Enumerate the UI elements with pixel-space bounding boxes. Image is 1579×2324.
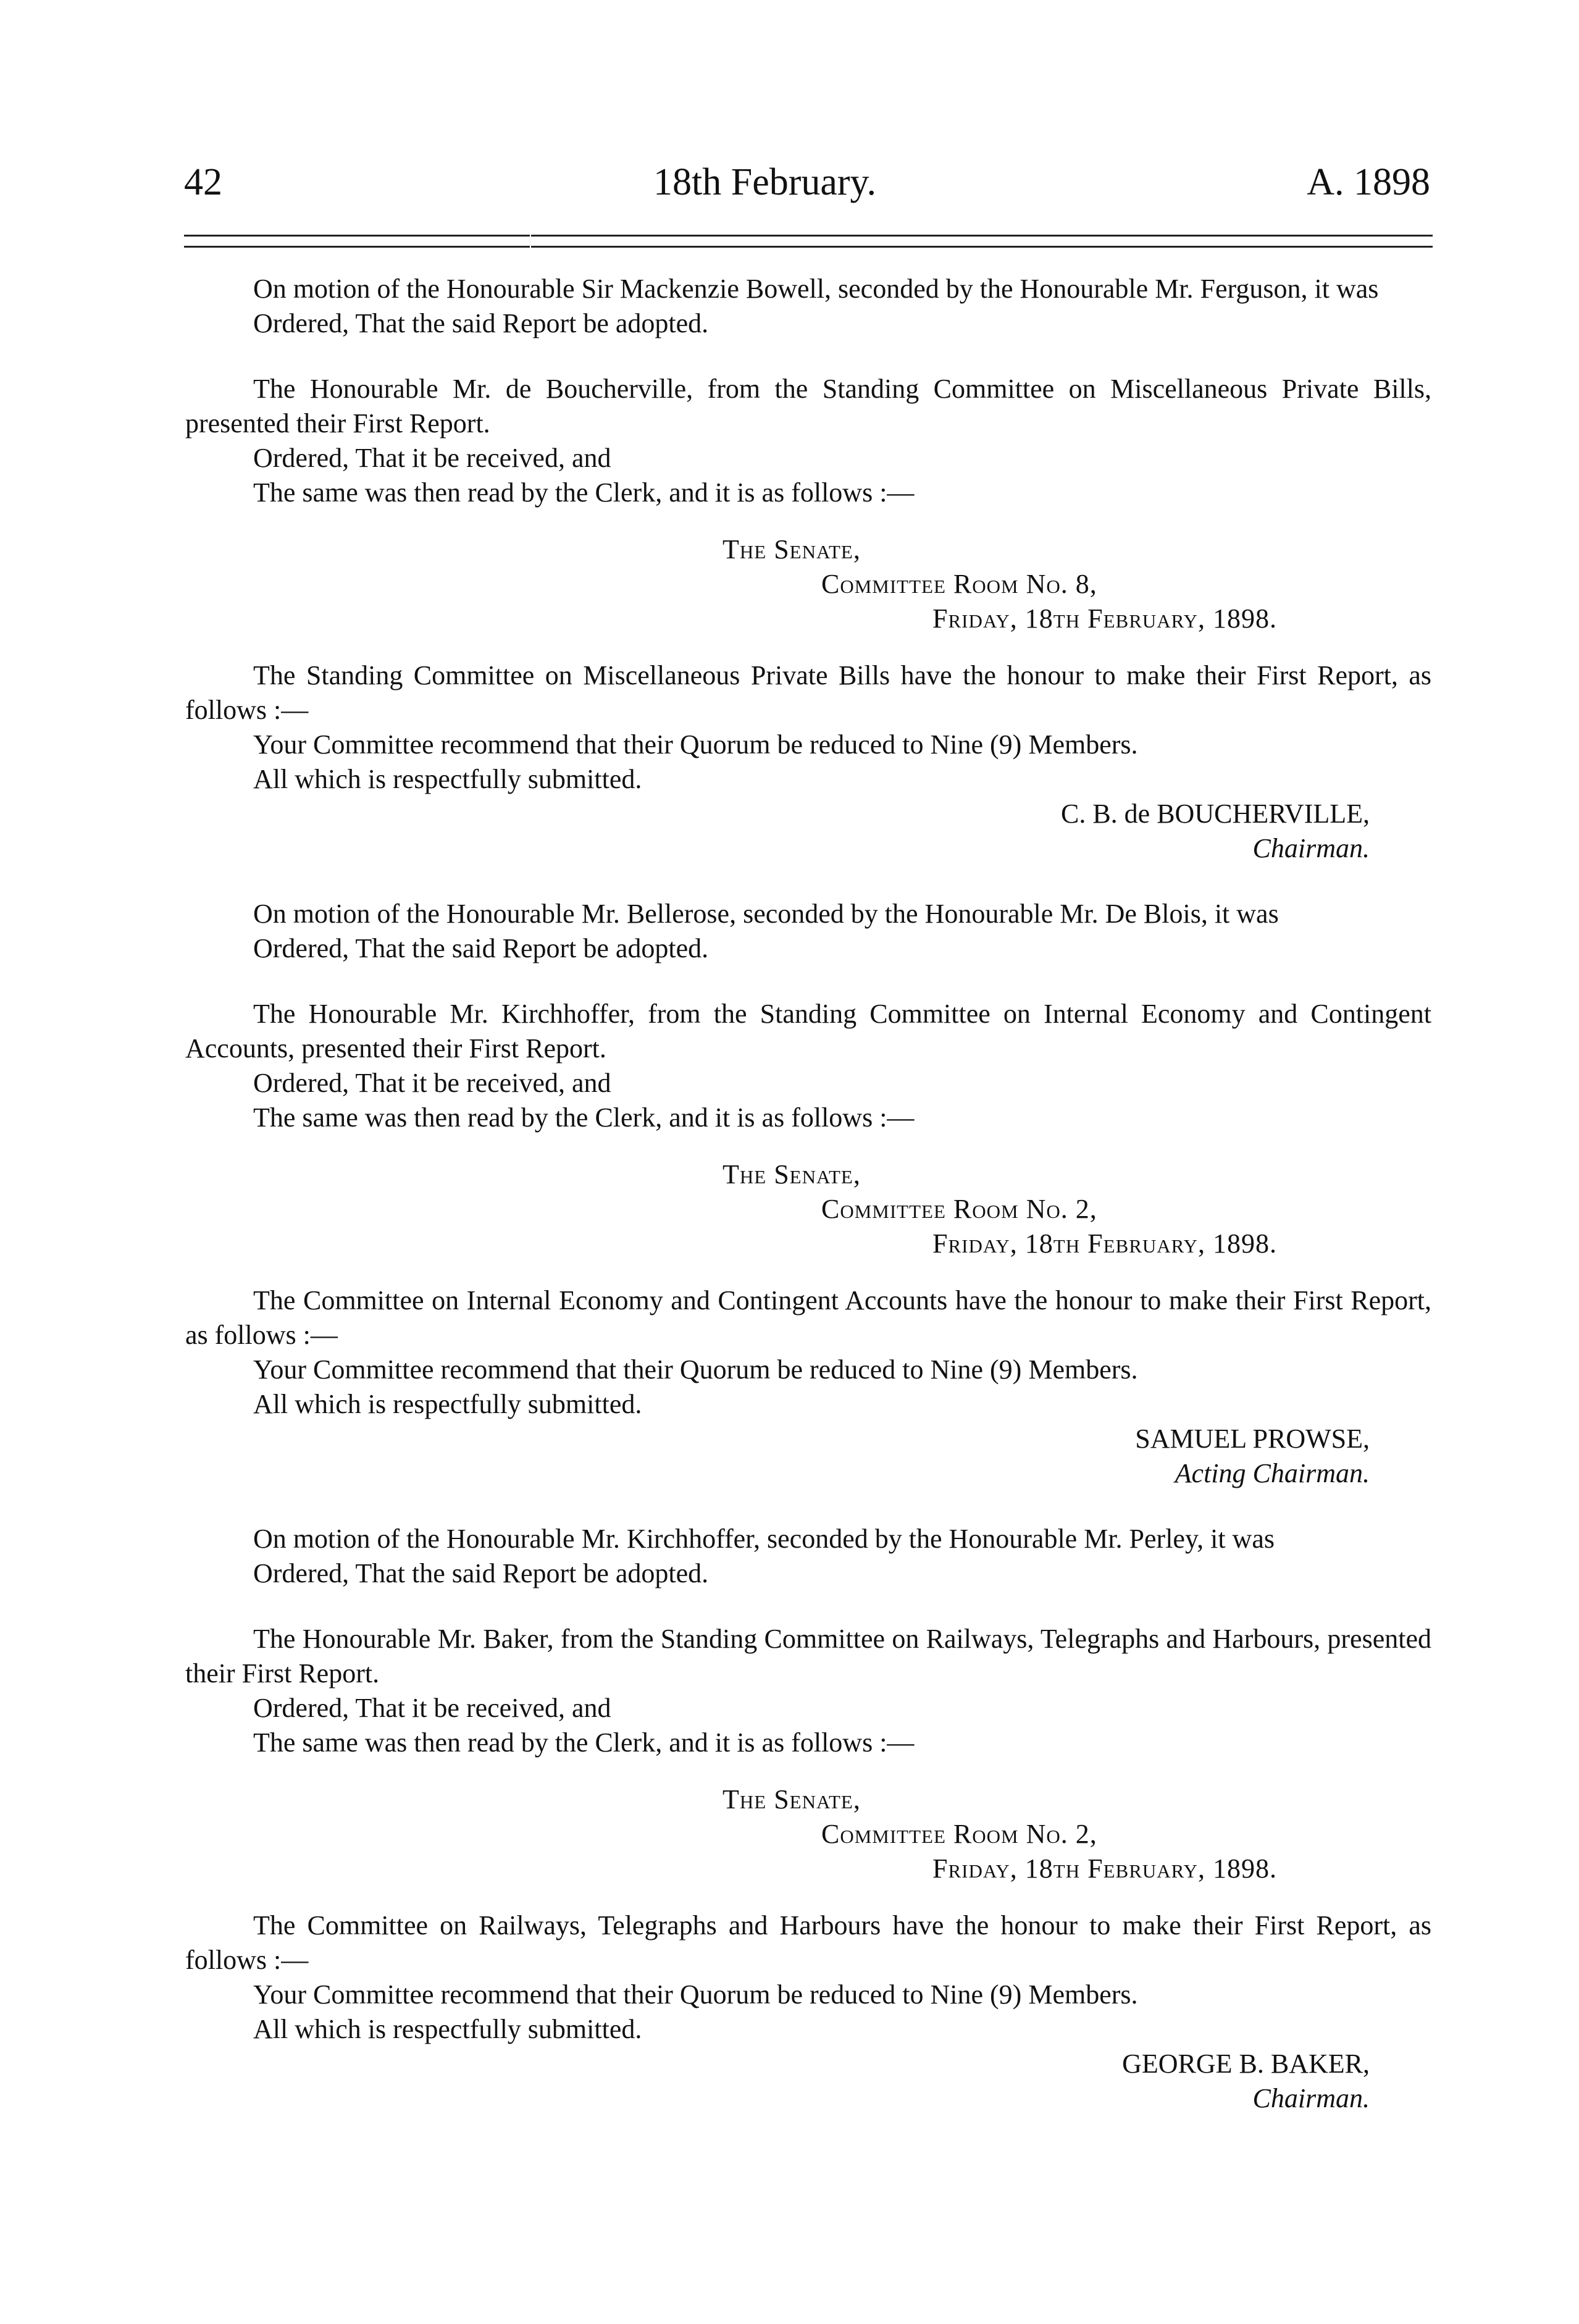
- page-header: [184, 154, 1430, 210]
- motion-paragraph: On motion of the Honourable Mr. Bellerose, seconded by the Honourable Mr. De Blois, it was: [253, 899, 1279, 929]
- report-text: The Committee on Internal Economy and Contingent Accounts have the honour to make their First Report, as follows :—: [185, 1285, 1431, 1350]
- ordered-line: Ordered, That it be received, and: [253, 443, 611, 473]
- recommendation-line: Your Committee recommend that their Quorum be reduced to Nine (9) Members.: [253, 1979, 1138, 2010]
- submitted-line: All which is respectfully submitted.: [253, 764, 642, 794]
- ordered-line: Ordered, That it be received, and: [253, 1068, 611, 1098]
- ordered-line: Ordered, That the said Report be adopted.: [253, 933, 709, 963]
- ordered-line: Ordered, That the said Report be adopted.: [253, 1558, 709, 1588]
- page-body: [185, 272, 1431, 2116]
- report-presented-paragraph: The Honourable Mr. Baker, from the Standing Committee on Railways, Telegraphs and Harbours, presented their First Report.: [185, 1624, 1431, 1688]
- report-text: The Standing Committee on Miscellaneous Private Bills have the honour to make their First Report, as follows :—: [185, 660, 1431, 725]
- report-presented-paragraph: The Honourable Mr. Kirchhoffer, from the Standing Committee on Internal Economy and Contingent Accounts, presented their First Report.: [185, 999, 1431, 1063]
- header-rule: [531, 235, 1433, 237]
- signer-title: Acting Chairman.: [1175, 1458, 1370, 1488]
- recommendation-line: Your Committee recommend that their Quorum be reduced to Nine (9) Members.: [253, 729, 1138, 760]
- motion-paragraph: On motion of the Honourable Mr. Kirchhoffer, seconded by the Honourable Mr. Perley, it was: [253, 1524, 1275, 1554]
- ordered-line: Ordered, That it be received, and: [253, 1693, 611, 1723]
- signer-name: GEORGE B. BAKER,: [1122, 2049, 1370, 2079]
- read-line: The same was then read by the Clerk, and it is as follows :—: [253, 477, 915, 508]
- address-room: Committee Room No. 2,: [821, 1194, 1097, 1224]
- signer-title: Chairman.: [1252, 2083, 1370, 2113]
- signer-name: SAMUEL PROWSE,: [1135, 1424, 1370, 1454]
- header-rule: [531, 246, 1433, 248]
- address-date: Friday, 18th February, 1898.: [932, 1853, 1277, 1884]
- ordered-line: Ordered, That the said Report be adopted.: [253, 308, 709, 338]
- address-date: Friday, 18th February, 1898.: [932, 603, 1277, 634]
- address-senate: The Senate,: [722, 1159, 861, 1189]
- signer-title: Chairman.: [1252, 833, 1370, 863]
- header-rule: [184, 235, 530, 237]
- read-line: The same was then read by the Clerk, and it is as follows :—: [253, 1727, 915, 1758]
- header-rule: [184, 246, 530, 248]
- submitted-line: All which is respectfully submitted.: [253, 2014, 642, 2044]
- signer-name: C. B. de BOUCHERVILLE,: [1060, 799, 1370, 829]
- address-senate: The Senate,: [722, 1784, 861, 1814]
- report-text: The Committee on Railways, Telegraphs and Harbours have the honour to make their First Report, as follows :—: [185, 1910, 1431, 1975]
- recommendation-line: Your Committee recommend that their Quorum be reduced to Nine (9) Members.: [253, 1354, 1138, 1385]
- submitted-line: All which is respectfully submitted.: [253, 1389, 642, 1419]
- motion-paragraph: On motion of the Honourable Sir Mackenzie Bowell, seconded by the Honourable Mr. Ferguson, it was: [253, 274, 1379, 304]
- header-date: 18th February.: [653, 161, 877, 203]
- page-number: 42: [184, 161, 222, 203]
- report-presented-paragraph: The Honourable Mr. de Boucherville, from the Standing Committee on Miscellaneous Private Bills, presented their First Report.: [185, 374, 1431, 438]
- address-room: Committee Room No. 2,: [821, 1819, 1097, 1849]
- read-line: The same was then read by the Clerk, and it is as follows :—: [253, 1102, 915, 1133]
- address-room: Committee Room No. 8,: [821, 569, 1097, 599]
- header-year: A. 1898: [1307, 161, 1430, 203]
- address-date: Friday, 18th February, 1898.: [932, 1228, 1277, 1259]
- address-senate: The Senate,: [722, 534, 861, 564]
